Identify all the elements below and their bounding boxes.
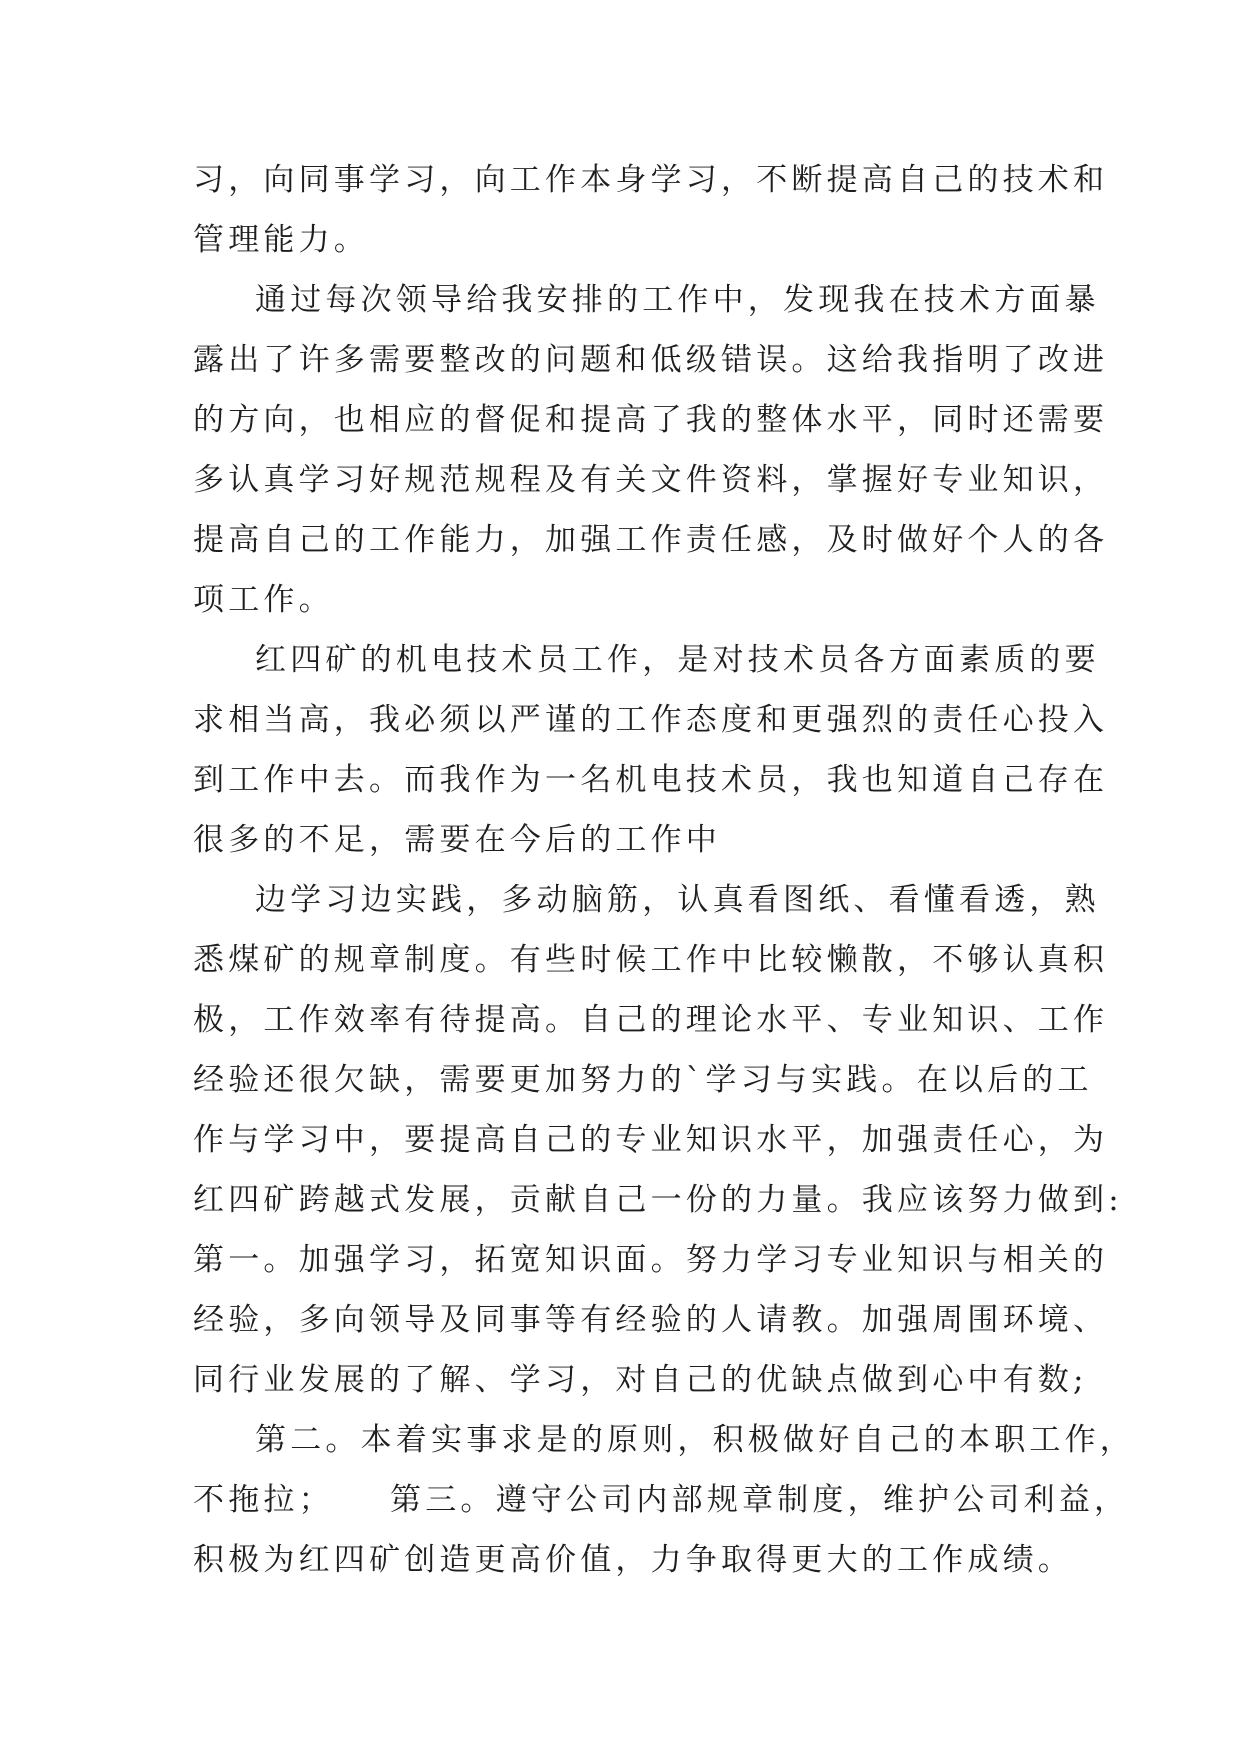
text-line: 很多的不足，需要在今后的工作中 — [193, 822, 721, 858]
text-line: 第一。加强学习，拓宽知识面。努力学习专业知识与相关的 — [193, 1242, 1109, 1278]
text-line: 露出了许多需要整改的问题和低级错误。这给我指明了改进 — [193, 342, 1109, 378]
text-line: 悉煤矿的规章制度。有些时候工作中比较懒散，不够认真积 — [193, 942, 1109, 978]
text-line: 的方向，也相应的督促和提高了我的整体水平，同时还需要 — [193, 402, 1109, 438]
text-line: 经验，多向领导及同事等有经验的人请教。加强周围环境、 — [193, 1302, 1109, 1338]
text-line: 提高自己的工作能力，加强工作责任感，及时做好个人的各 — [193, 522, 1109, 558]
text-line: 红四矿的机电技术员工作，是对技术员各方面素质的要 — [255, 642, 1100, 678]
text-line: 同行业发展的了解、学习，对自己的优缺点做到心中有数; — [193, 1362, 1088, 1398]
text-line: 多认真学习好规范规程及有关文件资料，掌握好专业知识， — [193, 462, 1109, 498]
text-line: 第二。本着实事求是的原则，积极做好自己的本职工作， — [255, 1422, 1135, 1458]
text-line: 作与学习中，要提高自己的专业知识水平，加强责任心，为 — [193, 1122, 1109, 1158]
text-line: 边学习边实践，多动脑筋，认真看图纸、看懂看透，熟 — [255, 882, 1100, 918]
text-line: 积极为红四矿创造更高价值，力争取得更大的工作成绩。 — [193, 1542, 1073, 1578]
text-line: 项工作。 — [193, 582, 334, 618]
text-line: 到工作中去。而我作为一名机电技术员，我也知道自己存在 — [193, 762, 1109, 798]
text-line: 极，工作效率有待提高。自己的理论水平、专业知识、工作 — [193, 1002, 1109, 1038]
text-line: 求相当高，我必须以严谨的工作态度和更强烈的责任心投入 — [193, 702, 1109, 738]
text-line: 不拖拉； 第三。遵守公司内部规章制度，维护公司利益， — [193, 1482, 1130, 1518]
text-line: 习，向同事学习，向工作本身学习，不断提高自己的技术和 — [193, 162, 1109, 198]
text-line: 经验还很欠缺，需要更加努力的`学习与实践。在以后的工 — [193, 1062, 1093, 1098]
text-line: 红四矿跨越式发展，贡献自己一份的力量。我应该努力做到: — [193, 1182, 1123, 1218]
document-body — [193, 150, 1135, 1590]
text-line: 管理能力。 — [193, 222, 369, 258]
text-line: 通过每次领导给我安排的工作中，发现我在技术方面暴 — [255, 282, 1100, 318]
